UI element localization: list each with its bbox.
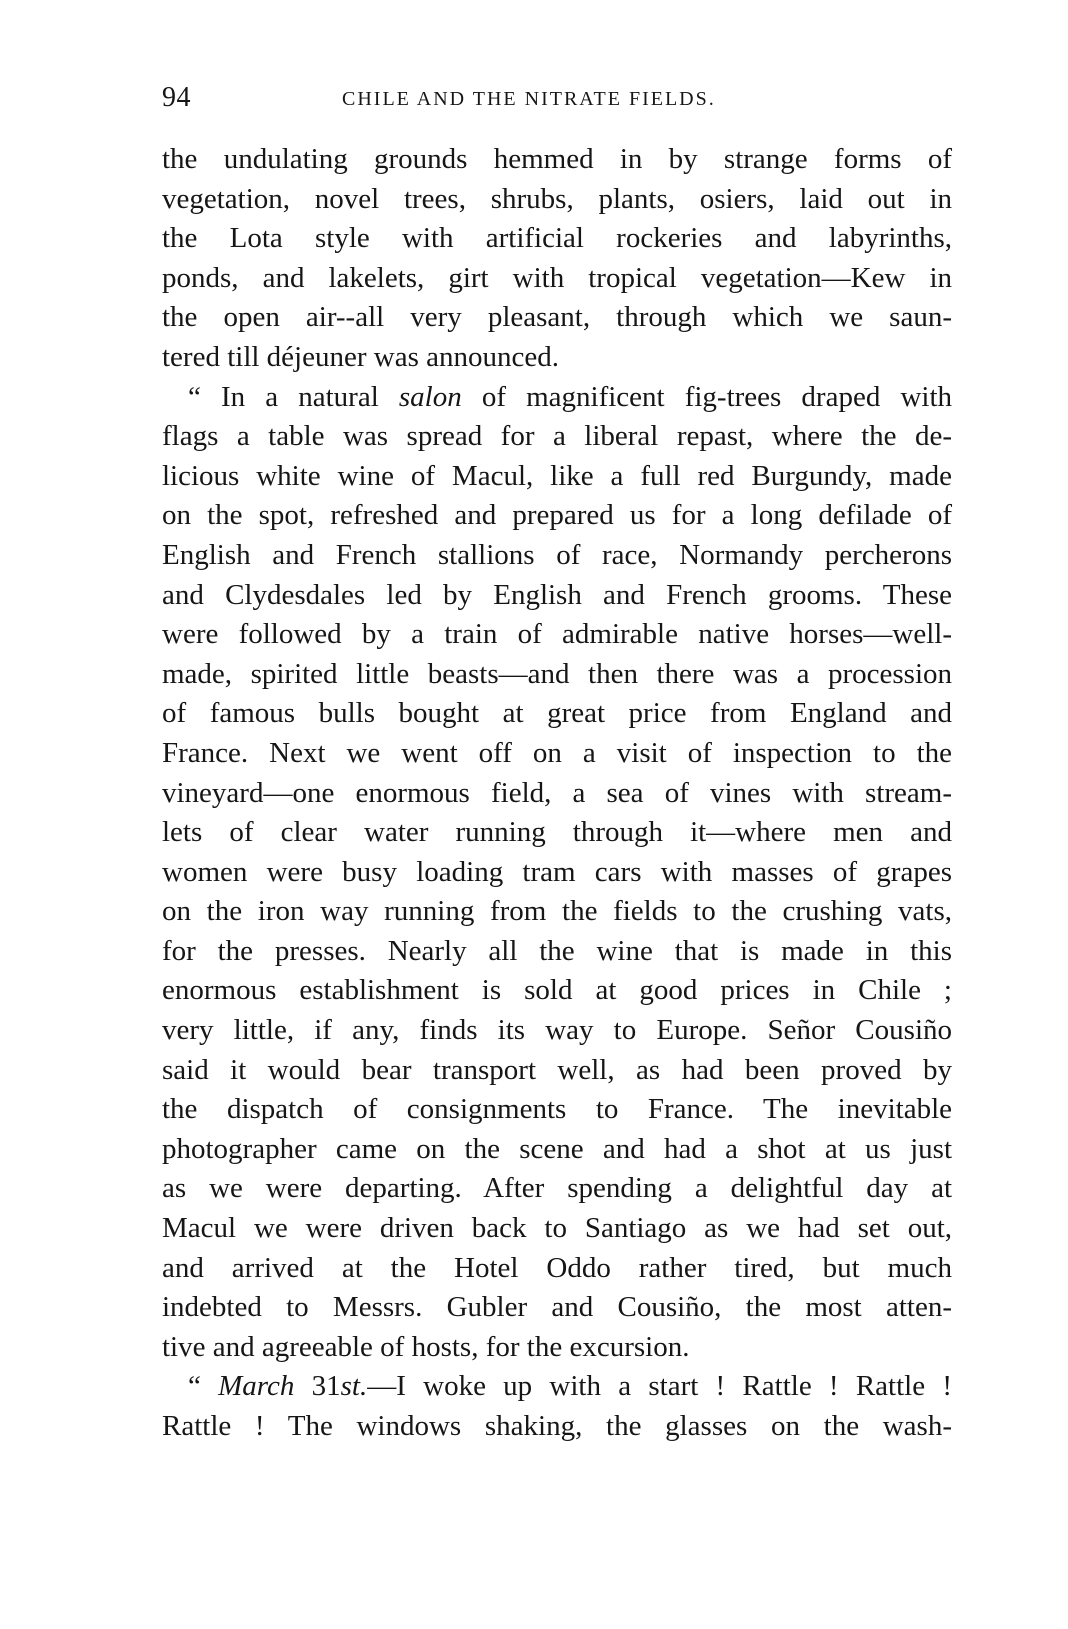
page-number: 94 [162, 82, 191, 113]
text-line: for the presses. Nearly all the wine that is made in this [162, 934, 952, 967]
text-line [162, 1367, 952, 1407]
text-line: indebted to Messrs. Gubler and Cousiño, the most atten- [162, 1291, 952, 1324]
text-line: were followed by a train of admirable native horses—well- [162, 618, 952, 651]
text-line: the undulating grounds hemmed in by strange forms of [162, 143, 952, 175]
text-line: the dispatch of consignments to France. The inevitable [162, 1093, 952, 1126]
running-head: CHILE AND THE NITRATE FIELDS. [342, 88, 716, 110]
text-line: as we were departing. After spending a delightful day at [162, 1172, 952, 1205]
text-line: photographer came on the scene and had a shot at us just [162, 1132, 952, 1165]
text-line: tered till déjeuner was announced. [162, 340, 559, 373]
text-run: “ [188, 1370, 219, 1403]
text-line: ponds, and lakelets, girt with tropical vegetation—Kew in [162, 261, 952, 294]
text-line: of famous bulls bought at great price from England and [162, 697, 952, 730]
text-line: enormous establishment is sold at good prices in Chile ; [162, 974, 952, 1007]
text-line: on the iron way running from the fields to the crushing vats, [162, 895, 952, 928]
text-line: English and French stallions of race, Normandy percherons [162, 538, 952, 571]
italic-word: salon [398, 380, 462, 413]
text-line: the open air--all very pleasant, through which we saun- [162, 301, 952, 334]
text-line: and Clydesdales led by English and French grooms. These [162, 578, 952, 611]
body-text [162, 140, 952, 1447]
text-line: made, spirited little beasts—and then there was a procession [162, 657, 952, 690]
text-line: tive and agreeable of hosts, for the excursion. [162, 1330, 690, 1363]
italic-word: st. [340, 1370, 368, 1403]
paragraph [162, 140, 952, 378]
text-line: said it would bear transport well, as had been proved by [162, 1053, 952, 1086]
text-run: “ In a natural [188, 380, 399, 413]
text-line: Macul we were driven back to Santiago as we had set out, [162, 1212, 952, 1245]
text-run: —I woke up with a start ! Rattle ! Rattle ! [367, 1370, 952, 1403]
page-header [162, 82, 952, 122]
text-line: Rattle ! The windows shaking, the glasses on the wash- [162, 1410, 952, 1442]
text-line: women were busy loading tram cars with masses of grapes [162, 855, 952, 888]
text-run: 31 [294, 1370, 341, 1403]
text-line [162, 378, 952, 418]
text-line: the Lota style with artificial rockeries and labyrinths, [162, 222, 952, 255]
text-line: on the spot, refreshed and prepared us for a long defilade of [162, 499, 952, 532]
paragraph [162, 378, 952, 1368]
text-line: and arrived at the Hotel Oddo rather tired, but much [162, 1251, 952, 1284]
text-line: vegetation, novel trees, shrubs, plants, osiers, laid out in [162, 182, 952, 215]
text-line: licious white wine of Macul, like a full red Burgundy, made [162, 459, 952, 492]
italic-word: March [218, 1370, 295, 1403]
text-line: flags a table was spread for a liberal repast, where the de- [162, 420, 952, 453]
text-line: very little, if any, finds its way to Europe. Señor Cousiño [162, 1014, 952, 1047]
text-line: France. Next we went off on a visit of inspection to the [162, 736, 952, 769]
paragraph [162, 1367, 952, 1446]
text-line: lets of clear water running through it—where men and [162, 816, 952, 849]
text-run: of magnificent fig-trees draped with [461, 380, 953, 413]
text-line: vineyard—one enormous field, a sea of vines with stream- [162, 776, 952, 809]
